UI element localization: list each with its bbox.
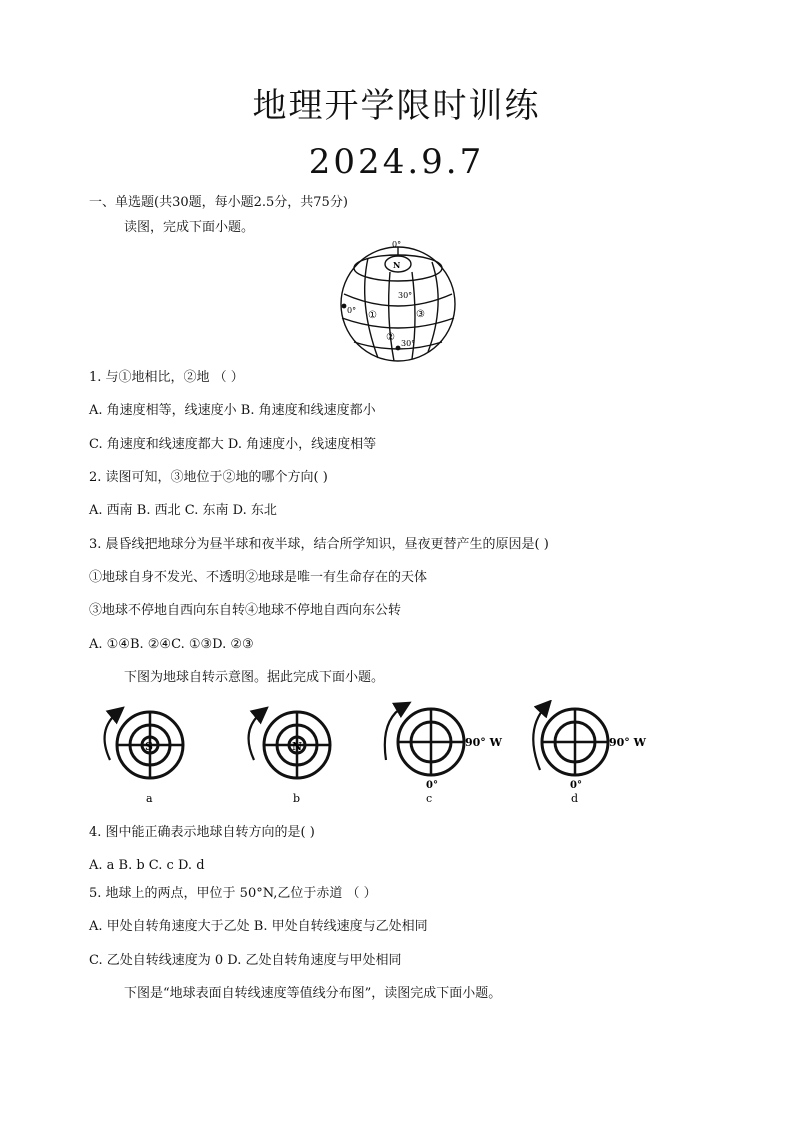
page-title: 地理开学限时训练	[252, 86, 541, 126]
q3-stem: 3. 晨昏线把地球分为昼半球和夜半球，结合所学知识，昼夜更替产生的原因是( )	[89, 537, 549, 552]
page-date: 2024.9.7	[308, 142, 485, 182]
intro-text-3: 下图是“地球表面自转线速度等值线分布图”，读图完成下面小题。	[124, 986, 502, 1001]
point-marker	[342, 304, 347, 309]
rotation-a-pole: S	[145, 740, 153, 753]
q1-options-row-2: C. 角速度和线速度都大 D. 角速度小，线速度相等	[89, 437, 377, 452]
q3-options-row-1: A. ①④B. ②④C. ①③D. ②③	[89, 637, 254, 652]
rotation-diagram-c	[385, 706, 465, 776]
q4-stem: 4. 图中能正确表示地球自转方向的是( )	[89, 825, 315, 840]
q3-statement-1: ①地球自身不发光、不透明②地球是唯一有生命存在的天体	[89, 570, 428, 585]
label-point-2: ②	[386, 332, 395, 343]
point-marker	[396, 346, 401, 351]
label-0-left: 0°	[347, 306, 357, 315]
label-north-pole: N	[393, 260, 401, 270]
rotation-d-side-label: 90° W	[609, 736, 646, 749]
rotation-diagram-d	[533, 706, 609, 776]
label-30-bottom: 30°	[401, 339, 416, 348]
q3-statement-2: ③地球不停地自西向东自转④地球不停地自西向东公转	[89, 603, 402, 618]
globe-figure	[330, 238, 465, 362]
section-heading: 一、单选题(共30题，每小题2.5分，共75分)	[89, 195, 348, 210]
label-point-3: ③	[416, 309, 425, 320]
q5-options-row-1: A. 甲处自转角速度大于乙处 B. 甲处自转线速度与乙处相同	[89, 919, 428, 934]
intro-text-2: 下图为地球自转示意图。据此完成下面小题。	[124, 670, 385, 685]
rotation-diagram-b	[249, 711, 331, 779]
label-30-mid: 30°	[398, 291, 413, 300]
rotation-a-caption: a	[146, 792, 153, 805]
rotation-d-caption: d	[571, 792, 579, 805]
q1-options-row-1: A. 角速度相等，线速度小 B. 角速度和线速度都小	[89, 403, 376, 418]
q5-stem: 5. 地球上的两点，甲位于 50°N,乙位于赤道 （ ）	[89, 886, 377, 901]
rotation-c-bottom-label: 0°	[426, 780, 438, 791]
q1-stem: 1. 与①地相比，②地 （ ）	[89, 370, 244, 385]
rotation-d-bottom-label: 0°	[570, 780, 582, 791]
rotation-b-pole: N	[292, 740, 303, 753]
q2-stem: 2. 读图可知，③地位于②地的哪个方向( )	[89, 470, 328, 485]
label-point-1: ①	[368, 310, 377, 321]
rotation-b-caption: b	[293, 792, 301, 805]
rotation-figure	[90, 700, 650, 812]
label-0-top: 0°	[392, 240, 402, 249]
q4-options-row-1: A. a B. b C. c D. d	[89, 858, 205, 873]
rotation-c-side-label: 90° W	[465, 736, 502, 749]
rotation-c-caption: c	[426, 792, 433, 805]
q5-options-row-2: C. 乙处自转线速度为 0 D. 乙处自转角速度与甲处相同	[89, 953, 402, 968]
q2-options-row-1: A. 西南 B. 西北 C. 东南 D. 东北	[89, 503, 277, 518]
intro-text-1: 读图，完成下面小题。	[124, 220, 255, 235]
